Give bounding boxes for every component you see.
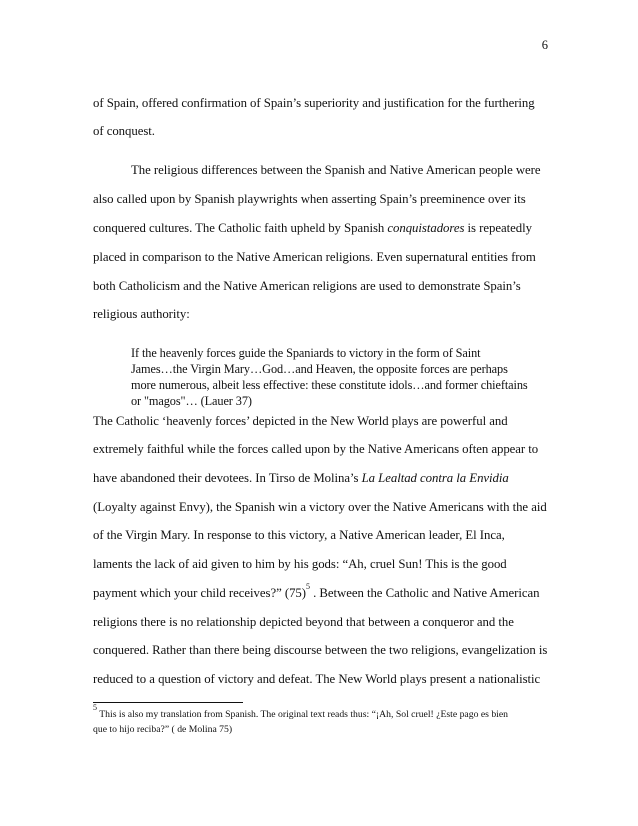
- footnote-line: que to hijo reciba?” ( de Molina 75): [93, 724, 233, 735]
- footnote-line: [93, 702, 509, 720]
- body-line: placed in comparison to the Native American religions. Even supernatural entities from: [93, 250, 536, 264]
- footnote-marker: 5: [93, 702, 97, 712]
- text-run: have abandoned their devotees. In Tirso de Molina’s: [93, 471, 362, 485]
- body-line: [93, 221, 532, 236]
- block-quote-line: more numerous, albeit less effective: these constitute idols…and former chieftains: [131, 378, 528, 392]
- block-quote-line: James…the Virgin Mary…God…and Heaven, the opposite forces are perhaps: [131, 362, 508, 376]
- body-line: [93, 581, 540, 601]
- footnote-ref: 5: [305, 581, 310, 591]
- footnote-divider: [93, 702, 243, 703]
- body-line: extremely faithful while the forces called upon by the Native Americans often appear to: [93, 442, 539, 456]
- body-line: [93, 471, 509, 486]
- body-line: (Loyalty against Envy), the Spanish win a victory over the Native Americans with the aid: [93, 500, 547, 514]
- body-line: religious authority:: [93, 307, 190, 321]
- body-line: both Catholicism and the Native American religions are used to demonstrate Spain’s: [93, 279, 521, 293]
- text-run: is repeatedly: [464, 221, 532, 235]
- text-run: . Between the Catholic and Native American: [309, 586, 540, 600]
- body-line: of the Virgin Mary. In response to this victory, a Native American leader, El Inca,: [93, 528, 505, 542]
- body-line: of conquest.: [93, 124, 155, 138]
- italic-title: La Lealtad contra la Envidia: [361, 471, 509, 485]
- body-line: reduced to a question of victory and defeat. The New World plays present a nationalistic: [93, 672, 541, 686]
- body-line: religions there is no relationship depicted beyond that between a conqueror and the: [93, 615, 514, 629]
- body-line: conquered. Rather than there being discourse between the two religions, evangelization is: [93, 643, 548, 657]
- italic-term: conquistadores: [387, 221, 465, 235]
- body-line: The Catholic ‘heavenly forces’ depicted in the New World plays are powerful and: [93, 414, 508, 428]
- body-line: laments the lack of aid given to him by his gods: “Ah, cruel Sun! This is the good: [93, 557, 507, 571]
- body-line: also called upon by Spanish playwrights when asserting Spain’s preeminence over its: [93, 192, 526, 206]
- text-run: payment which your child receives?” (75): [93, 586, 306, 600]
- body-line: The religious differences between the Spanish and Native American people were: [131, 163, 541, 177]
- body-line: of Spain, offered confirmation of Spain’s superiority and justification for the furthering: [93, 96, 535, 110]
- text-run: This is also my translation from Spanish. The original text reads thus: “¡Ah, Sol cruel! ¿Este pago es bien: [97, 709, 509, 720]
- block-quote-line: If the heavenly forces guide the Spaniards to victory in the form of Saint: [131, 346, 481, 360]
- block-quote-line: or "magos"… (Lauer 37): [131, 394, 252, 408]
- page-number: 6: [541, 38, 548, 52]
- text-run: conquered cultures. The Catholic faith upheld by Spanish: [93, 221, 388, 235]
